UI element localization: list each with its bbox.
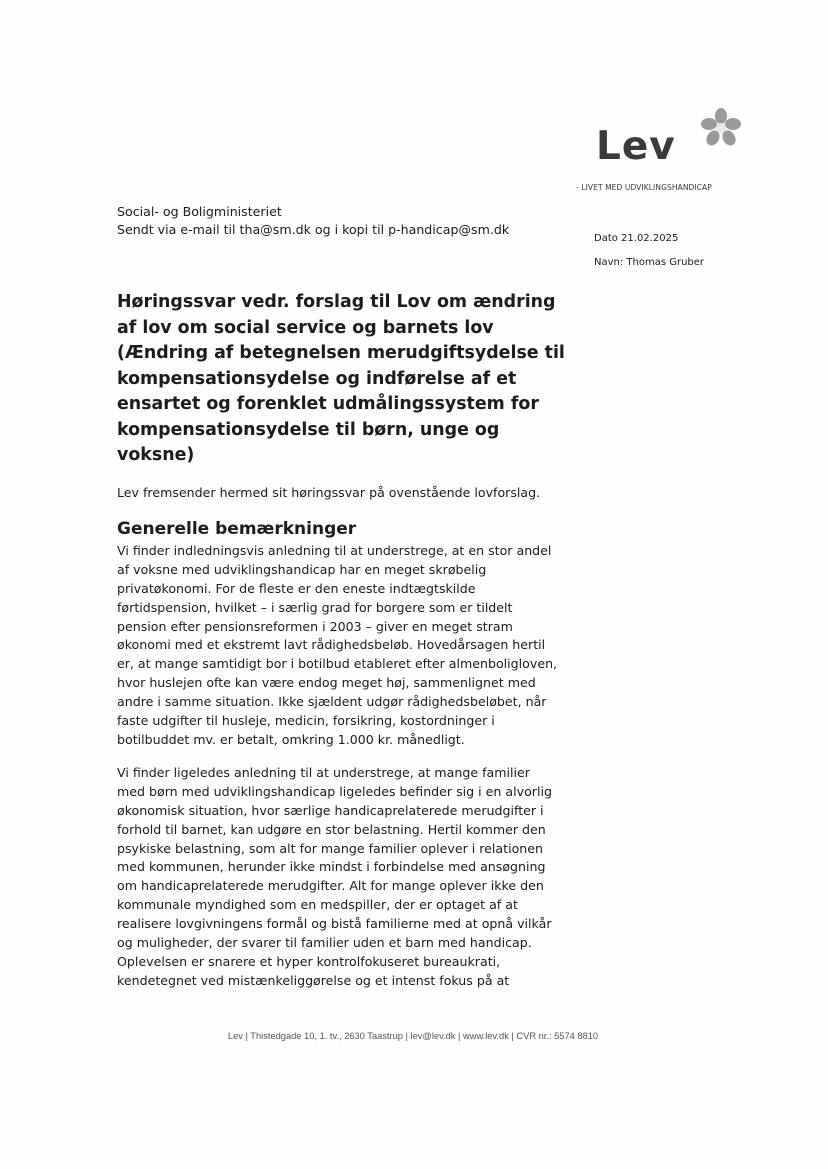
author-name: Navn: Thomas Gruber: [594, 257, 705, 268]
text-line: med kommunen, herunder ikke mindst i forbindelse med ansøgning: [117, 859, 546, 875]
text-line: Vi finder ligeledes anledning til at understrege, at mange familier: [117, 764, 530, 780]
paragraph-2: [117, 764, 577, 991]
text-line: om handicaprelaterede merudgifter. Alt for mange oplever ikke den: [117, 878, 544, 894]
title-line: (Ændring af betegnelsen merudgiftsydelse til: [117, 343, 565, 363]
text-line: førtidspension, hvilket – i særlig grad for borgere som er tildelt: [117, 599, 513, 615]
logo-tagline: - LIVET MED UDVIKLINGSHANDICAP: [576, 183, 712, 192]
text-line: økonomisk situation, hvor særlige handicaprelaterede merudgifter i: [117, 802, 544, 818]
text-line: faste udgifter til husleje, medicin, forsikring, kostordninger i: [117, 713, 495, 729]
section-heading: Generelle bemærkninger: [117, 518, 357, 539]
text-line: med børn med udviklingshandicap ligeledes befinder sig i en alvorlig: [117, 783, 552, 799]
recipient-block: [117, 203, 509, 239]
date: Dato 21.02.2025: [594, 233, 679, 244]
title-line: ensartet og forenklet udmålingssystem for: [117, 394, 539, 414]
text-line: botilbuddet mv. er betalt, omkring 1.000 kr. månedligt.: [117, 731, 465, 747]
text-line: andre i samme situation. Ikke sjældent udgør rådighedsbeløbet, når: [117, 694, 547, 710]
flower-icon: [700, 107, 742, 149]
recipient-line: Social- og Boligministeriet: [117, 204, 282, 219]
text-line: kendetegnet ved mistænkeliggørelse og et intenst fokus på at: [117, 972, 510, 988]
text-line: forhold til barnet, kan udgøre en stor belastning. Hertil kommer den: [117, 821, 546, 837]
title-line: Høringssvar vedr. forslag til Lov om ændring: [117, 292, 556, 312]
title-line: voksne): [117, 445, 195, 465]
lev-logo: [590, 105, 750, 195]
text-line: og muligheder, der svarer til familier uden et barn med handicap.: [117, 935, 532, 951]
recipient-line: Sendt via e-mail til tha@sm.dk og i kopi til p-handicap@sm.dk: [117, 222, 510, 237]
meta-block: [594, 227, 704, 275]
title-line: kompensationsydelse og indførelse af et: [117, 368, 517, 389]
title-line: af lov om social service og barnets lov: [117, 317, 494, 338]
text-line: privatøkonomi. For de fleste er den eneste indtægtskilde: [117, 580, 476, 596]
intro-paragraph: Lev fremsender hermed sit høringssvar på ovenstående lovforslag.: [117, 485, 541, 500]
text-line: er, at mange samtidigt bor i botilbud etableret efter almenboligloven,: [117, 656, 558, 672]
paragraph-1: [117, 542, 577, 750]
page-title: [117, 290, 567, 469]
text-line: af voksne med udviklingshandicap har en meget skrøbelig: [117, 561, 487, 577]
footer-text: Lev | Thistedgade 10, 1. tv., 2630 Taastrup | lev@lev.dk | www.lev.dk | CVR nr.: 5574 8810: [227, 1031, 599, 1041]
text-line: Oplevelsen er snarere et hyper kontrolfokuseret bureaukrati,: [117, 953, 501, 969]
text-line: Vi finder indledningsvis anledning til at understrege, at en stor andel: [117, 542, 552, 558]
title-line: kompensationsydelse til børn, unge og: [117, 419, 500, 440]
document-body: [117, 484, 577, 1005]
page-footer: [0, 1031, 828, 1041]
text-line: realisere lovgivningens formål og bistå familierne med at opnå vilkår: [117, 916, 552, 932]
text-line: kommunale myndighed som en medspiller, der er optaget af at: [117, 897, 518, 913]
text-line: økonomi med et ekstremt lavt rådighedsbeløb. Hovedårsagen hertil: [117, 637, 546, 653]
logo-wordmark: Lev: [596, 124, 676, 169]
text-line: psykiske belastning, som alt for mange familier oplever i relationen: [117, 840, 543, 856]
text-line: pension efter pensionsreformen i 2003 – giver en meget stram: [117, 618, 513, 634]
text-line: hvor huslejen ofte kan være endog meget høj, sammenlignet med: [117, 675, 536, 691]
